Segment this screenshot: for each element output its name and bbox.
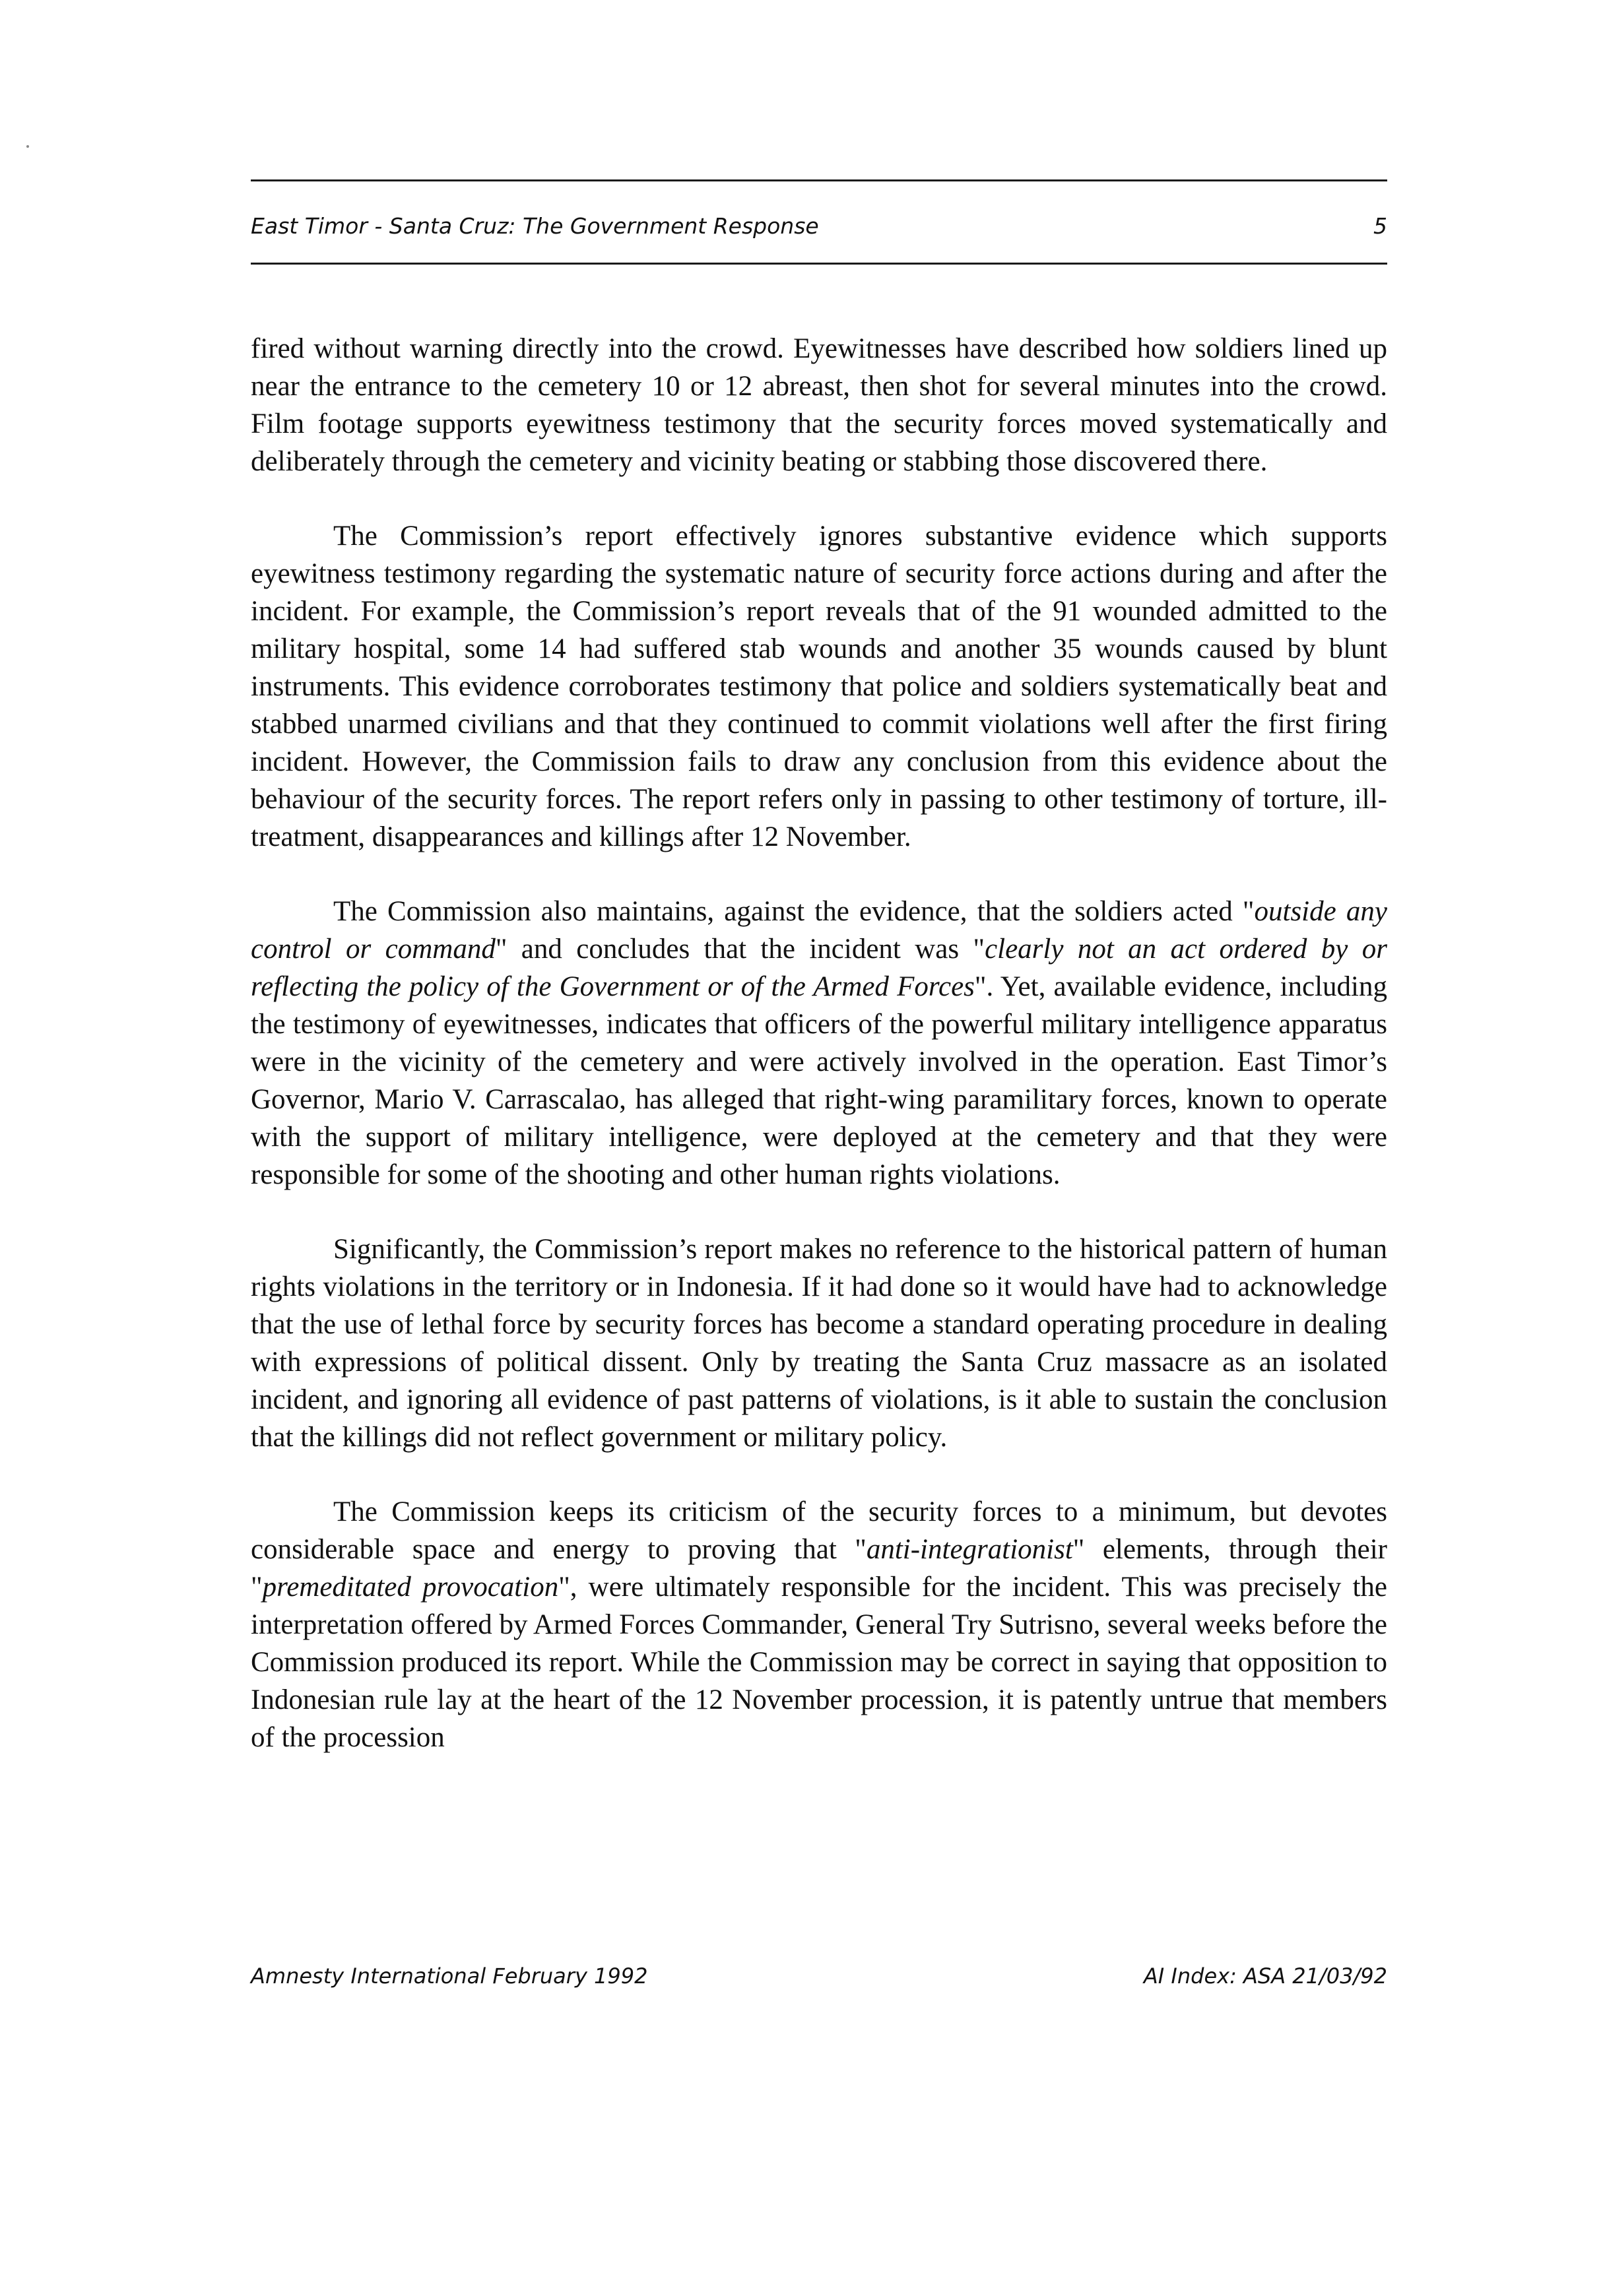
running-header <box>251 210 1387 243</box>
paragraph-3-text-2: " and concludes that the incident was " <box>495 934 985 965</box>
body-text <box>251 330 1387 1793</box>
header-top-rule <box>251 179 1387 181</box>
paragraph-4 <box>251 1230 1387 1456</box>
paragraph-5-quote-1: anti-integrationist <box>866 1534 1073 1565</box>
paragraph-5-text-2: " elements, through their " <box>251 1534 1387 1603</box>
paragraph-1-text: fired without warning directly into the crowd. Eyewitnesses have described how soldiers lined up near the entrance to the cemetery 10 or 12 abreast, then shot for several minutes into the crowd. Film footage supports eyewitness testimony that the security forces moved systematically and deliberately through the cemetery and vicinity beating or stabbing those discovered there. <box>251 333 1387 477</box>
running-footer <box>251 1960 1387 1993</box>
paragraph-5-text-1: The Commission keeps its criticism of the security forces to a minimum, but devotes considerable space and energy to proving that " <box>251 1496 1387 1565</box>
document-page <box>251 0 1387 2296</box>
footer-ai-index: AI Index: ASA 21/03/92 <box>1143 1963 1387 1989</box>
running-header-title: East Timor - Santa Cruz: The Government Response <box>251 213 819 239</box>
paragraph-5-quote-2: premeditated provocation <box>262 1572 559 1603</box>
paragraph-1 <box>251 330 1387 480</box>
paragraph-3 <box>251 893 1387 1194</box>
paragraph-3-quote-1: outside any control or command <box>251 896 1387 965</box>
paragraph-3-text-3: ". Yet, available evidence, including the testimony of eyewitnesses, indicates that officers of the powerful military intelligence apparatus were in the vicinity of the cemetery and were actively involved in the operation. East Timor’s Governor, Mario V. Carrascalao, has alleged that right-wing paramilitary forces, known to operate with the support of military intelligence, were deployed at the cemetery and that they were responsible for some of the shooting and other human rights violations. <box>251 971 1387 1190</box>
paragraph-5 <box>251 1493 1387 1756</box>
paragraph-2-text: The Commission’s report effectively ignores substantive evidence which supports eyewitness testimony regarding the systematic nature of security force actions during and after the incident. For example, the Commission’s report reveals that of the 91 wounded admitted to the military hospital, some 14 had suffered stab wounds and another 35 wounds caused by blunt instruments. This evidence corroborates testimony that police and soldiers systematically beat and stabbed unarmed civilians and that they continued to commit violations well after the first firing incident. However, the Commission fails to draw any conclusion from this evidence about the behaviour of the security forces. The report refers only in passing to other testimony of torture, ill-treatment, disappearances and killings after 12 November. <box>251 521 1387 852</box>
header-bottom-rule <box>251 263 1387 265</box>
paragraph-3-quote-2: clearly not an act ordered by or reflecting the policy of the Government or of the Armed Forces <box>251 934 1388 1002</box>
paragraph-5-text-3: ", were ultimately responsible for the incident. This was precisely the interpretation offered by Armed Forces Commander, General Try Sutrisno, several weeks before the Commission produced its report. While the Commission may be correct in saying that opposition to Indonesian rule lay at the heart of the 12 November procession, it is patently untrue that members of the procession <box>251 1572 1387 1753</box>
paragraph-3-text-1: The Commission also maintains, against the evidence, that the soldiers acted " <box>333 896 1255 927</box>
paragraph-4-text: Significantly, the Commission’s report makes no reference to the historical pattern of human rights violations in the territory or in Indonesia. If it had done so it would have had to acknowledge that the use of lethal force by security forces has become a standard operating procedure in dealing with expressions of political dissent. Only by treating the Santa Cruz massacre as an isolated incident, and ignoring all evidence of past patterns of violations, is it able to sustain the conclusion that the killings did not reflect government or military policy. <box>251 1234 1387 1453</box>
page-number: 5 <box>1373 213 1387 239</box>
scan-speck <box>26 145 29 148</box>
footer-publisher-date: Amnesty International February 1992 <box>251 1963 648 1989</box>
paragraph-2 <box>251 517 1387 856</box>
